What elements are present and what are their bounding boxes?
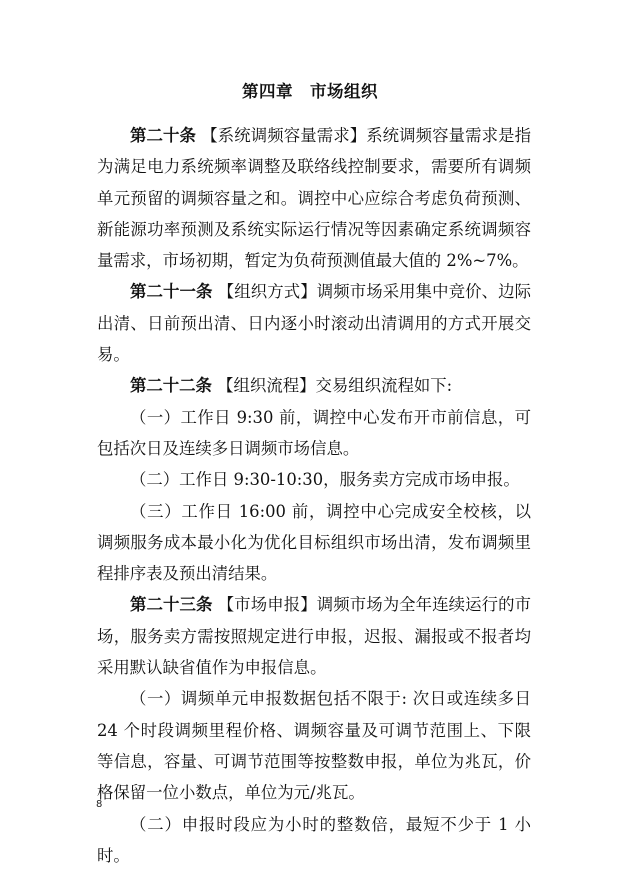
document-body: [97, 120, 531, 871]
article-label: 第二十条: [130, 126, 196, 145]
article-text: 【组织方式】调频市场采用集中竞价、边际出清、日前预出清、日内逐小时滚动出清调用的方式开展交易。: [97, 282, 532, 365]
chapter-title: 第四章 市场组织: [242, 82, 378, 101]
article-label: 第二十三条: [130, 595, 213, 615]
article-22-item-1: （一）工作日 9:30 前，调控中心发布开市前信息，可包括次日及连续多日调频市场信息。: [97, 407, 531, 458]
article-23-item-1: （一）调频单元申报数据包括不限于: 次日或连续多日 24 个时段调频里程价格、调频容量及可调节范围上、下限等信息，容量、可调节范围等按整数申报，单位为兆瓦，价格保留一位小数点，单位为元/兆瓦。: [97, 689, 531, 803]
page-number: 8: [96, 799, 103, 810]
article-22: [97, 370, 531, 401]
article-20: [97, 120, 531, 276]
article-23-item-2: （二）申报时段应为小时的整数倍，最短不少于 1 小时。: [97, 814, 531, 865]
article-21: [97, 276, 531, 370]
article-text: 【系统调频容量需求】系统调频容量需求是指为满足电力系统频率调整及联络线控制要求，需要所有调频单元预留的调频容量之和。调控中心应综合考虑负荷预测、新能源功率预测及系统实际运行情况等因素确定系统调频容量需求，市场初期，暂定为负荷预测值最大值的 2%~7%。: [97, 126, 531, 271]
article-23: [97, 589, 531, 683]
article-text: 【市场申报】调频市场为全年连续运行的市场，服务卖方需按照规定进行申报，迟报、漏报或不报者均采用默认缺省值作为申报信息。: [97, 595, 532, 678]
article-22-item-3: （三）工作日 16:00 前，调控中心完成安全校核，以调频服务成本最小化为优化目标组织市场出清，发布调频里程排序表及预出清结果。: [97, 501, 531, 584]
article-22-item-2: （二）工作日 9:30-10:30，服务卖方完成市场申报。: [130, 470, 520, 490]
article-label: 第二十二条: [130, 376, 212, 396]
article-text: 【组织流程】交易组织流程如下:: [217, 376, 453, 396]
article-label: 第二十一条: [130, 282, 213, 302]
